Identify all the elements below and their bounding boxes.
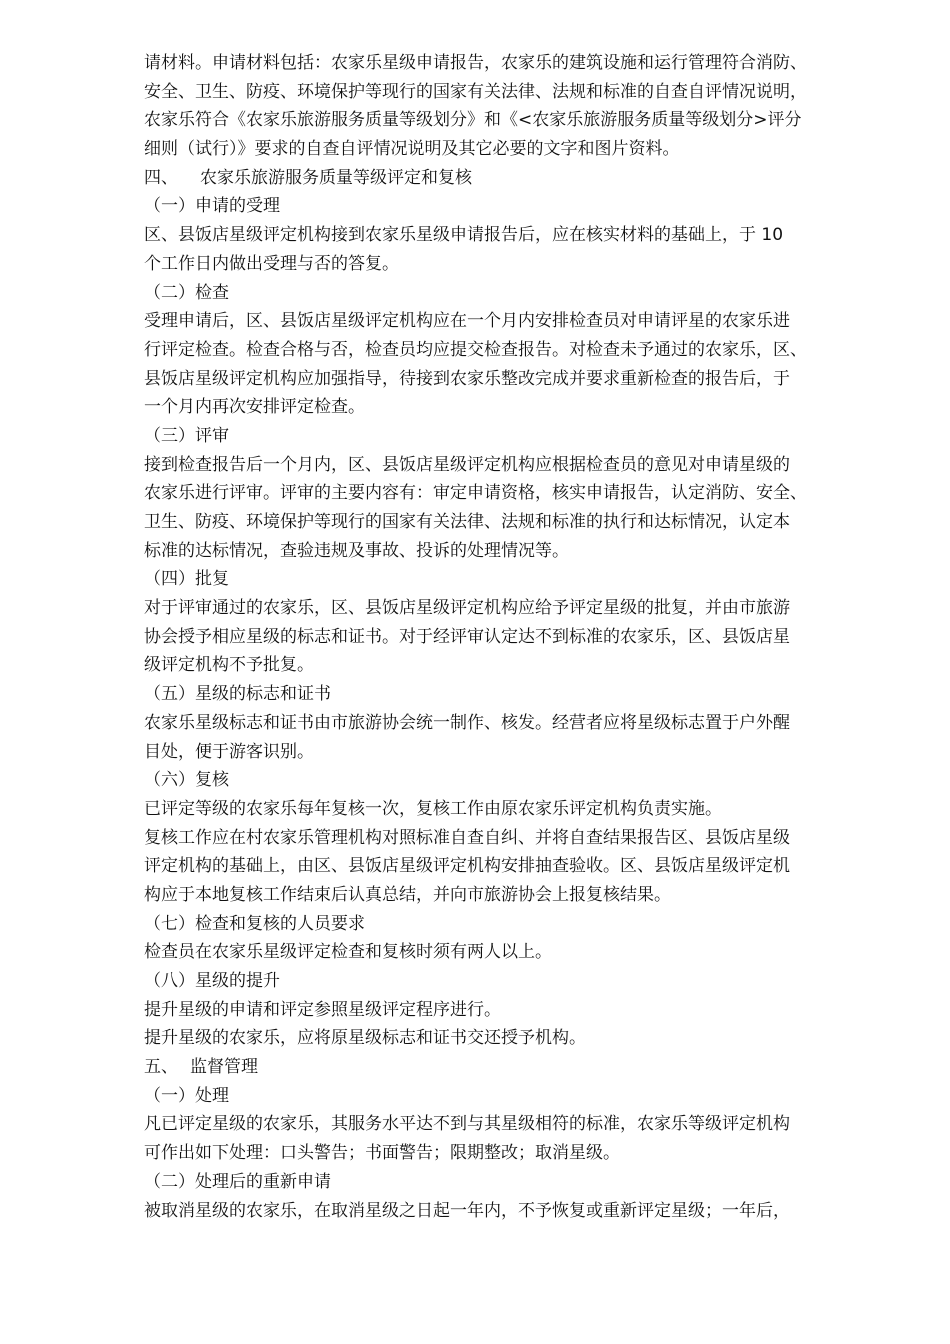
paragraph-line: 提升星级的申请和评定参照星级评定程序进行。 [144,999,501,1020]
paragraph-line: 细则（试行）》要求的自查自评情况说明及其它必要的文字和图片资料。 [144,139,680,160]
paragraph-line: 个工作日内做出受理与否的答复。 [144,253,399,274]
paragraph-line: 县饭店星级评定机构应加强指导，待接到农家乐整改完成并要求重新检查的报告后，于 [144,368,790,389]
paragraph-line: 被取消星级的农家乐，在取消星级之日起一年内，不予恢复或重新评定星级；一年后， [144,1200,790,1221]
paragraph-line: 一个月内再次安排评定检查。 [144,397,365,418]
paragraph-line: 区、县饭店星级评定机构接到农家乐星级申请报告后，应在核实材料的基础上，于 10 [144,225,784,246]
section-title: 监督管理 [190,1057,258,1078]
section-heading-four [144,164,884,193]
paragraph-line: 协会授予相应星级的标志和证书。对于经评审认定达不到标准的农家乐，区、县饭店星 [144,626,790,647]
section-heading-five [144,1053,884,1082]
subsection-heading: （二）处理后的重新申请 [144,1171,331,1192]
paragraph-line: 可作出如下处理：口头警告；书面警告；限期整改；取消星级。 [144,1143,620,1164]
section-title: 农家乐旅游服务质量等级评定和复核 [200,167,472,188]
paragraph-line: 评定机构的基础上，由区、县饭店星级评定机构安排抽查验收。区、县饭店星级评定机 [144,856,790,877]
paragraph-line: 已评定等级的农家乐每年复核一次，复核工作由原农家乐评定机构负责实施。 [144,798,722,819]
paragraph-line: 安全、卫生、防疫、环境保护等现行的国家有关法律、法规和标准的自查自评情况说明， [144,81,807,102]
subsection-heading: （五）星级的标志和证书 [144,684,331,705]
paragraph-line: 构应于本地复核工作结束后认真总结，并向市旅游协会上报复核结果。 [144,884,671,905]
paragraph-line: 请材料。申请材料包括：农家乐星级申请报告，农家乐的建筑设施和运行管理符合消防、 [144,53,807,73]
subsection-heading: （一）申请的受理 [144,196,280,217]
paragraph-line: 农家乐进行评审。评审的主要内容有：审定申请资格，核实申请报告，认定消防、安全、 [144,483,807,504]
section-number: 四、 [144,167,178,188]
paragraph-line: 农家乐星级标志和证书由市旅游协会统一制作、核发。经营者应将星级标志置于户外醒 [144,712,790,733]
paragraph-line: 复核工作应在村农家乐管理机构对照标准自查自纠、并将自查结果报告区、县饭店星级 [144,827,790,848]
subsection-heading: （三）评审 [144,425,229,446]
subsection-heading: （二）检查 [144,282,229,303]
paragraph-line: 标准的达标情况，查验违规及事故、投诉的处理情况等。 [144,540,569,561]
paragraph-line: 检查员在农家乐星级评定检查和复核时须有两人以上。 [144,942,552,963]
document-body [144,49,884,1225]
subsection-heading: （八）星级的提升 [144,971,280,991]
paragraph-line: 提升星级的农家乐，应将原星级标志和证书交还授予机构。 [144,1028,586,1049]
paragraph-line: 对于评审通过的农家乐，区、县饭店星级评定机构应给予评定星级的批复，并由市旅游 [144,598,790,619]
paragraph-line: 受理申请后，区、县饭店星级评定机构应在一个月内安排检查员对申请评星的农家乐进 [144,311,790,332]
paragraph-line: 农家乐符合《农家乐旅游服务质量等级划分》和《<农家乐旅游服务质量等级划分>评分 [144,110,802,131]
paragraph-line: 目处，便于游客识别。 [144,741,314,762]
paragraph-line: 行评定检查。检查合格与否，检查员均应提交检查报告。对检查未予通过的农家乐，区、 [144,339,807,360]
subsection-heading: （六）复核 [144,770,229,791]
paragraph-line: 凡已评定星级的农家乐，其服务水平达不到与其星级相符的标准，农家乐等级评定机构 [144,1114,790,1135]
paragraph-line: 卫生、防疫、环境保护等现行的国家有关法律、法规和标准的执行和达标情况，认定本 [144,512,790,532]
paragraph-line: 接到检查报告后一个月内，区、县饭店星级评定机构应根据检查员的意见对申请星级的 [144,454,790,475]
subsection-heading: （一）处理 [144,1085,229,1106]
paragraph-line: 级评定机构不予批复。 [144,655,314,676]
subsection-heading: （七）检查和复核的人员要求 [144,913,365,934]
section-number: 五、 [144,1057,178,1078]
subsection-heading: （四）批复 [144,569,229,590]
